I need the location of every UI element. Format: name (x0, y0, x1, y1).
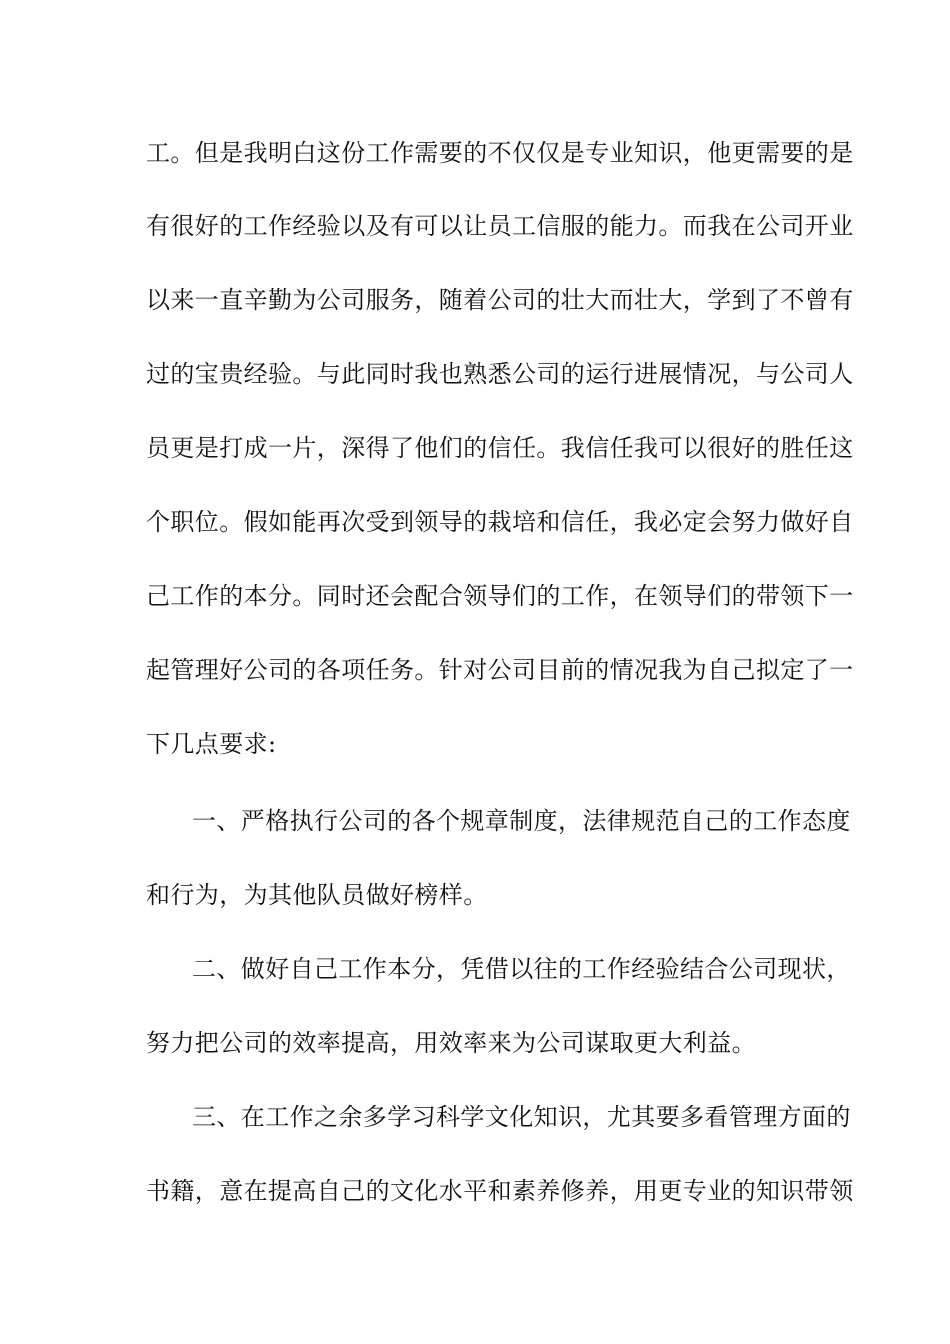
text-line: 过的宝贵经验。与此同时我也熟悉公司的运行进展情况，与公司人 (146, 360, 854, 388)
text-line: 起管理好公司的各项任务。针对公司目前的情况我为自己拟定了一 (146, 656, 854, 684)
text-line: 个职位。假如能再次受到领导的栽培和信任，我必定会努力做好自 (146, 508, 854, 536)
text-line: 己工作的本分。同时还会配合领导们的工作，在领导们的带领下一 (146, 582, 854, 610)
text-line: 下几点要求: (146, 730, 277, 758)
list-item-1-line: 一、严格执行公司的各个规章制度，法律规范自己的工作态度 (192, 807, 851, 835)
text-line: 以来一直辛勤为公司服务，随着公司的壮大而壮大，学到了不曾有 (146, 286, 854, 314)
list-item-1-continuation: 和行为，为其他队员做好榜样。 (146, 881, 488, 909)
text-line: 员更是打成一片，深得了他们的信任。我信任我可以很好的胜任这 (146, 434, 854, 462)
list-item-3-line: 三、在工作之余多学习科学文化知识，尤其要多看管理方面的 (192, 1103, 851, 1131)
text-line: 有很好的工作经验以及有可以让员工信服的能力。而我在公司开业 (146, 212, 854, 240)
list-item-2-continuation: 努力把公司的效率提高，用效率来为公司谋取更大利益。 (146, 1029, 756, 1057)
text-line: 工。但是我明白这份工作需要的不仅仅是专业知识，他更需要的是 (146, 139, 854, 167)
list-item-2-line: 二、做好自己工作本分，凭借以往的工作经验结合公司现状， (192, 955, 851, 983)
list-item-3-continuation: 书籍，意在提高自己的文化水平和素养修养，用更专业的知识带领 (146, 1177, 854, 1205)
